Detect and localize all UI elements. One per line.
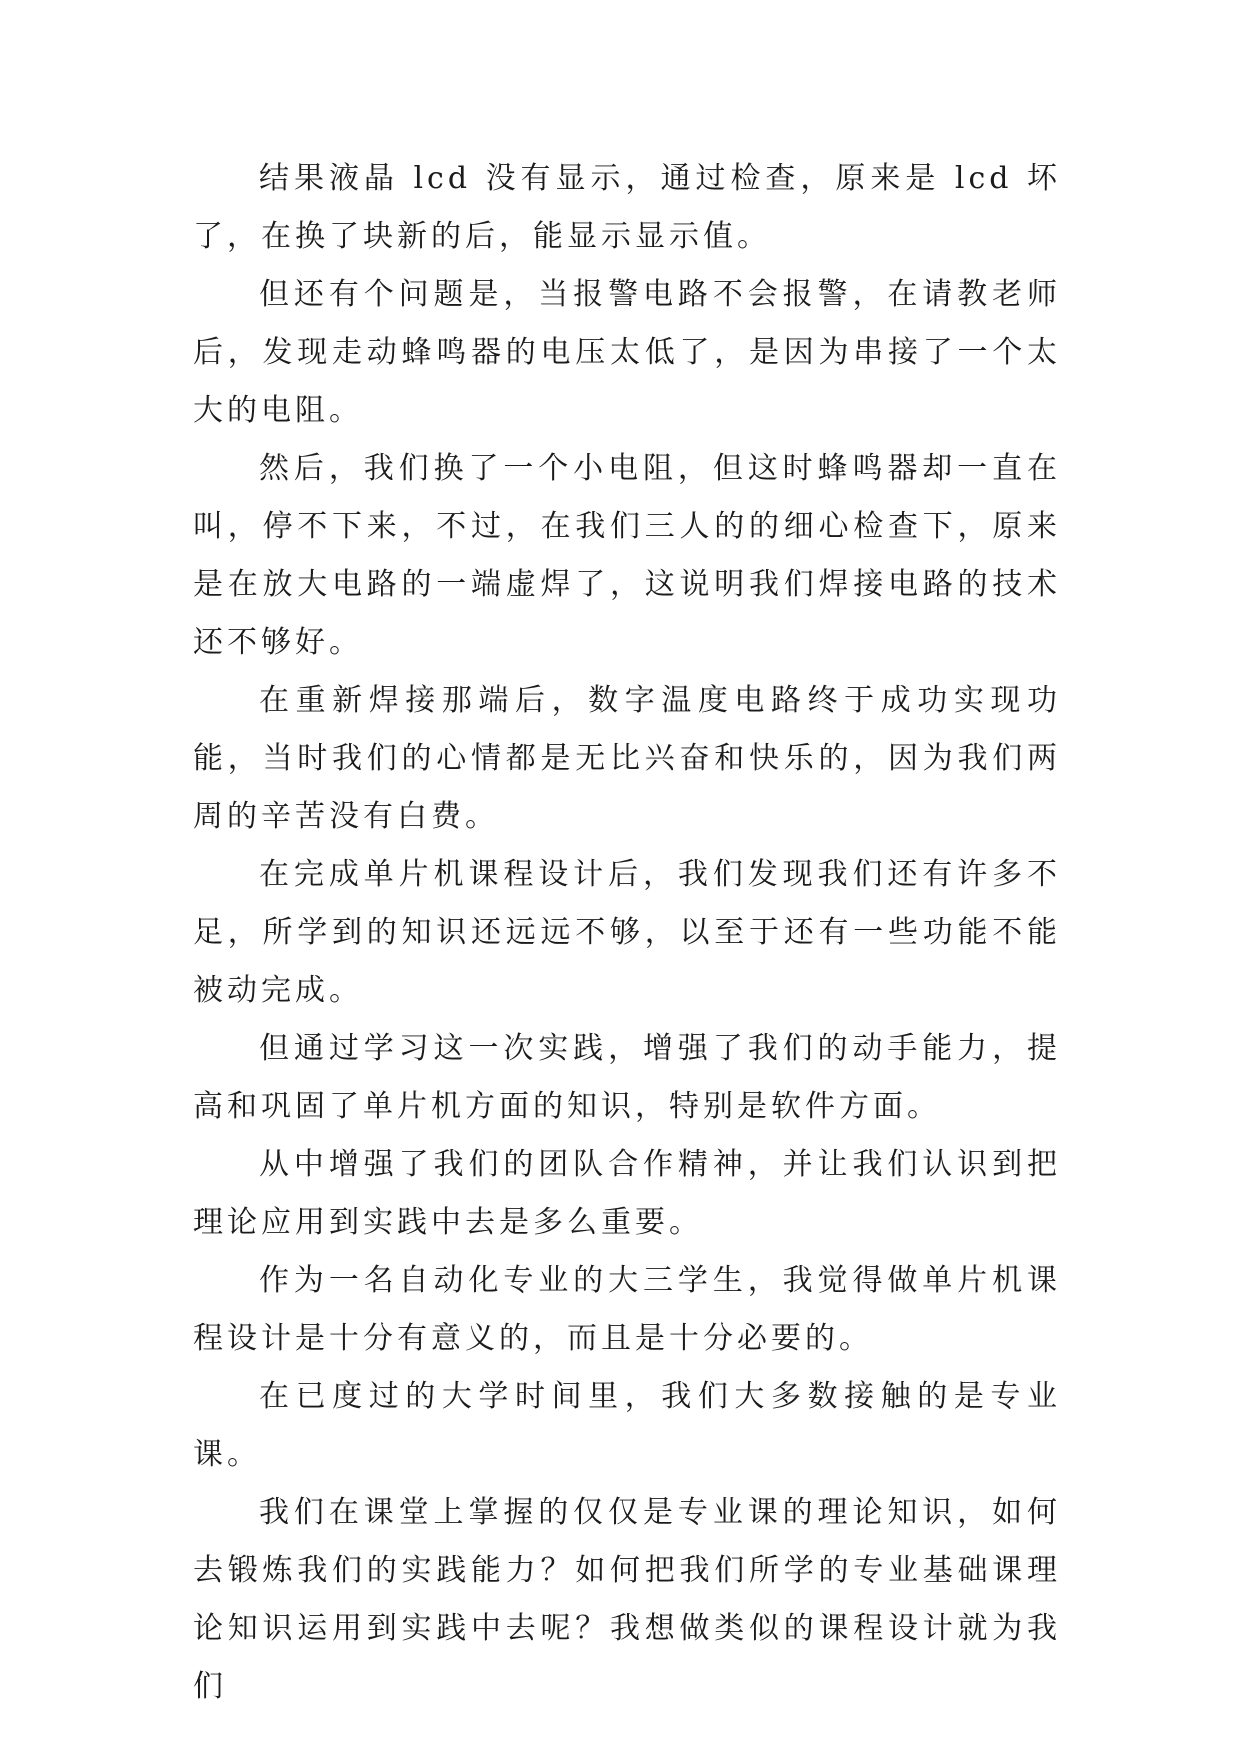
paragraph-10: 我们在课堂上掌握的仅仅是专业课的理论知识，如何去锻炼我们的实践能力？如何把我们所学的专业基础课理论知识运用到实践中去呢？我想做类似的课程设计就为我们 xyxy=(193,1495,1061,1704)
paragraph-5: 在完成单片机课程设计后，我们发现我们还有许多不足，所学到的知识还远远不够，以至于还有一些功能不能被动完成。 xyxy=(193,857,1061,1008)
paragraph-8: 作为一名自动化专业的大三学生，我觉得做单片机课程设计是十分有意义的，而且是十分必要的。 xyxy=(193,1263,1061,1356)
paragraph-3: 然后，我们换了一个小电阻，但这时蜂鸣器却一直在叫，停不下来，不过，在我们三人的的细心检查下，原来是在放大电路的一端虚焊了，这说明我们焊接电路的技术还不够好。 xyxy=(193,451,1061,660)
paragraph-4: 在重新焊接那端后，数字温度电路终于成功实现功能，当时我们的心情都是无比兴奋和快乐的，因为我们两周的辛苦没有白费。 xyxy=(193,683,1061,834)
paragraph-9: 在已度过的大学时间里，我们大多数接触的是专业课。 xyxy=(193,1379,1061,1472)
paragraph-7: 从中增强了我们的团队合作精神，并让我们认识到把理论应用到实践中去是多么重要。 xyxy=(193,1147,1061,1240)
paragraph-6: 但通过学习这一次实践，增强了我们的动手能力，提高和巩固了单片机方面的知识，特别是软件方面。 xyxy=(193,1031,1061,1124)
body-text xyxy=(193,150,1061,1716)
paragraph-2: 但还有个问题是，当报警电路不会报警，在请教老师后，发现走动蜂鸣器的电压太低了，是因为串接了一个太大的电阻。 xyxy=(193,277,1061,428)
paragraph-1: 结果液晶 lcd 没有显示，通过检查，原来是 lcd 坏了，在换了块新的后，能显示显示值。 xyxy=(193,161,1061,254)
